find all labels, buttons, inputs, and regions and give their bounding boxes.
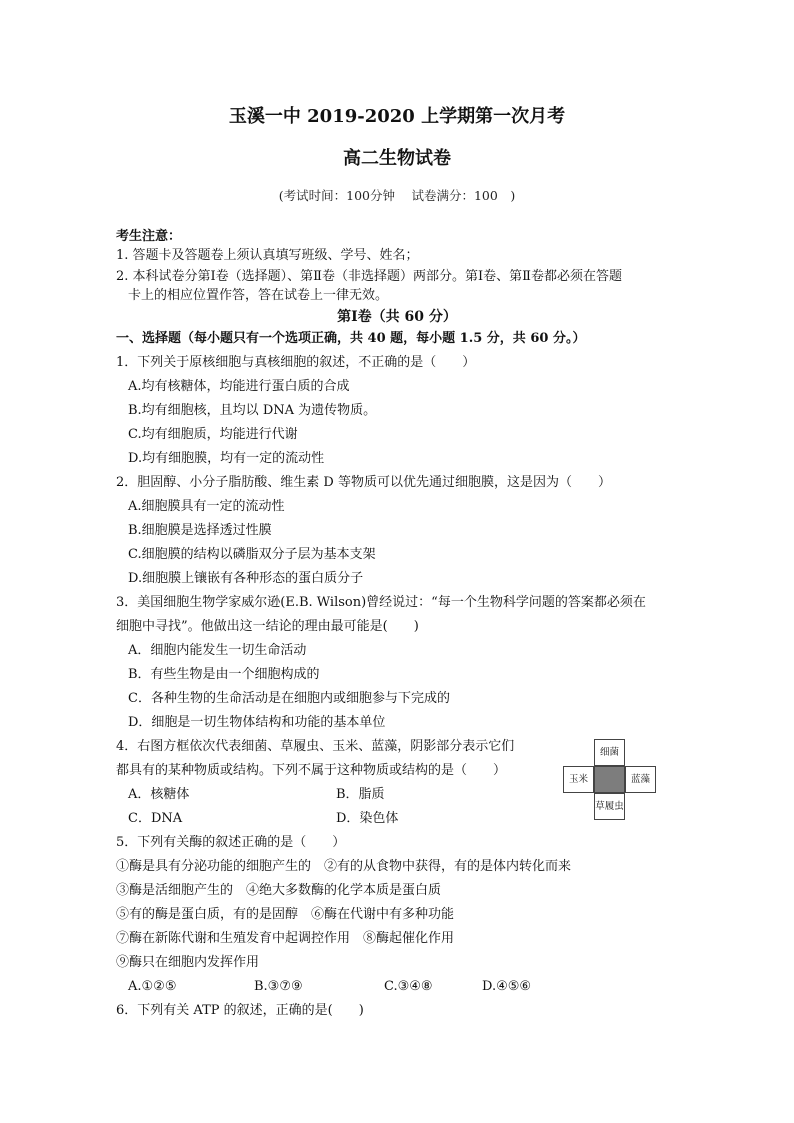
notice-heading: 考生注意： xyxy=(116,229,182,244)
section-title: 第Ⅰ卷（共 60 分） xyxy=(337,309,457,325)
diagram-cell-shaded xyxy=(594,766,625,793)
q1-option-c: C.均有细胞质，均能进行代谢 xyxy=(128,427,298,442)
q2-option-c: C.细胞膜的结构以磷脂双分子层为基本支架 xyxy=(128,547,376,562)
q5-statement-1: ①酶是具有分泌功能的细胞产生的 ②有的从食物中获得，有的是体内转化而来 xyxy=(116,859,572,874)
q3-stem-line1: 3．美国细胞生物学家威尔逊(E.B. Wilson)曾经说过：“每一个生物科学问题的答案都必须在 xyxy=(116,595,646,610)
notice-item-2: 2. 本科试卷分第Ⅰ卷（选择题）、第Ⅱ卷（非选择题）两部分。第Ⅰ卷、第Ⅱ卷都必须在答题 xyxy=(116,269,622,284)
q5-statement-4: ⑦酶在新陈代谢和生殖发育中起调控作用 ⑧酶起催化作用 xyxy=(116,931,455,946)
q2-option-a: A.细胞膜具有一定的流动性 xyxy=(128,499,285,514)
q4-option-a: A．核糖体 xyxy=(128,787,190,802)
q1-option-a: A.均有核糖体，均能进行蛋白质的合成 xyxy=(128,379,350,394)
diagram-cell-right: 蓝藻 xyxy=(625,766,656,793)
q5-statement-5: ⑨酶只在细胞内发挥作用 xyxy=(116,955,260,970)
notice-item-2-cont: 卡上的相应位置作答，答在试卷上一律无效。 xyxy=(128,288,389,303)
organism-cross-diagram xyxy=(562,739,658,823)
q3-option-b: B．有些生物是由一个细胞构成的 xyxy=(128,667,320,682)
notice-item-1: 1. 答题卡及答题卷上须认真填写班级、学号、姓名； xyxy=(116,248,419,263)
q1-option-b: B.均有细胞核，且均以 DNA 为遗传物质。 xyxy=(128,403,377,418)
q4-option-b: B．脂质 xyxy=(336,787,385,802)
q5-option-b: B.③⑦⑨ xyxy=(254,979,303,994)
q3-option-d: D．细胞是一切生物体结构和功能的基本单位 xyxy=(128,715,386,730)
q4-stem-line2: 都具有的某种物质或结构。下列不属于这种物质或结构的是（ ） xyxy=(116,763,507,778)
q6-stem: 6．下列有关 ATP 的叙述，正确的是( ) xyxy=(116,1003,364,1018)
q5-option-d: D.④⑤⑥ xyxy=(482,979,532,994)
q1-option-d: D.均有细胞膜，均有一定的流动性 xyxy=(128,451,325,466)
q3-option-c: C．各种生物的生命活动是在细胞内或细胞参与下完成的 xyxy=(128,691,450,706)
q4-option-c: C．DNA xyxy=(128,811,183,826)
exam-info: (考试时间：100分钟 试卷满分：100 ) xyxy=(278,188,516,203)
section-instruction: 一、选择题（每小题只有一个选项正确，共 40 题，每小题 1.5 分，共 60 分。） xyxy=(116,331,586,346)
diagram-cell-left: 玉米 xyxy=(563,766,594,793)
diagram-cell-top: 细菌 xyxy=(594,739,625,766)
q2-option-b: B.细胞膜是选择透过性膜 xyxy=(128,523,272,538)
q2-stem: 2．胆固醇、小分子脂肪酸、维生素 D 等物质可以优先通过细胞膜，这是因为（ ） xyxy=(116,475,611,490)
q2-option-d: D.细胞膜上镶嵌有各种形态的蛋白质分子 xyxy=(128,571,364,586)
q5-statement-3: ⑤有的酶是蛋白质，有的是固醇 ⑥酶在代谢中有多种功能 xyxy=(116,907,455,922)
q5-option-c: C.③④⑧ xyxy=(384,979,433,994)
q5-option-a: A.①②⑤ xyxy=(128,979,177,994)
q4-stem-line1: 4．右图方框依次代表细菌、草履虫、玉米、蓝藻，阴影部分表示它们 xyxy=(116,739,515,754)
q5-stem: 5．下列有关酶的叙述正确的是（ ） xyxy=(116,835,346,850)
q5-statement-2: ③酶是活细胞产生的 ④绝大多数酶的化学本质是蛋白质 xyxy=(116,883,442,898)
q1-stem: 1．下列关于原核细胞与真核细胞的叙述，不正确的是（ ） xyxy=(116,355,476,370)
exam-title: 玉溪一中 2019-2020 上学期第一次月考 xyxy=(228,106,566,127)
q3-stem-line2: 细胞中寻找”。他做出这一结论的理由最可能是( ) xyxy=(116,619,419,634)
diagram-cell-bottom: 草履虫 xyxy=(594,793,625,820)
exam-subject: 高二生物试卷 xyxy=(343,148,451,169)
q3-option-a: A．细胞内能发生一切生命活动 xyxy=(128,643,307,658)
q4-option-d: D．染色体 xyxy=(336,811,399,826)
